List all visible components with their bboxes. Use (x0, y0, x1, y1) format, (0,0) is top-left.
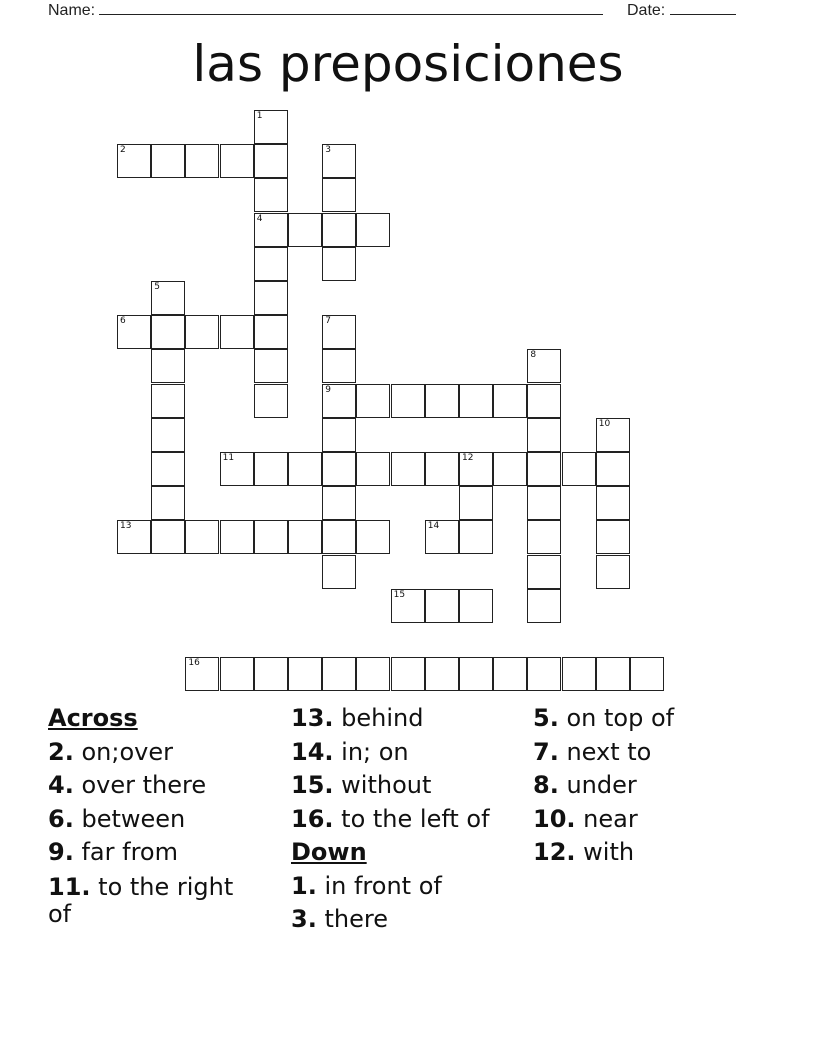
clue-number: 4 (256, 213, 263, 224)
crossword-cell[interactable] (220, 452, 254, 486)
crossword-cell[interactable] (322, 520, 356, 554)
crossword-cell[interactable] (185, 520, 219, 554)
crossword-cell[interactable] (596, 418, 630, 452)
crossword-cell[interactable] (254, 178, 288, 212)
crossword-cell[interactable] (459, 657, 493, 691)
crossword-cell[interactable] (322, 178, 356, 212)
clue-number: 1 (256, 111, 263, 121)
clue-number: 14 (427, 521, 440, 532)
crossword-cell[interactable] (356, 384, 390, 418)
crossword-cell[interactable] (596, 657, 630, 691)
crossword-cell[interactable] (459, 520, 493, 554)
crossword-cell[interactable] (151, 144, 185, 178)
crossword-cell[interactable] (220, 520, 254, 554)
crossword-cell[interactable] (220, 144, 254, 178)
crossword-cell[interactable] (254, 281, 288, 315)
crossword-cell[interactable] (596, 520, 630, 554)
crossword-cell[interactable] (391, 657, 425, 691)
clue-column-3 (533, 702, 674, 870)
crossword-cell[interactable] (493, 452, 527, 486)
crossword-cell[interactable] (185, 657, 219, 691)
clue-number: 2 (120, 145, 126, 156)
clue-down-10: 10. near (533, 804, 638, 833)
crossword-cell[interactable] (459, 486, 493, 520)
clue-number: 16 (188, 658, 200, 669)
across-heading: Across (48, 704, 138, 732)
crossword-cell[interactable] (527, 555, 561, 589)
crossword-cell[interactable] (254, 384, 288, 418)
crossword-cell[interactable] (322, 418, 356, 452)
clue-across-16: 16. to the left of (291, 804, 490, 833)
clue-number: 10 (598, 418, 611, 429)
date-line[interactable] (670, 0, 736, 15)
clue-down-12: 12. with (533, 838, 635, 866)
clue-across-15: 15. without (291, 771, 432, 799)
date-label: Date: (627, 2, 666, 19)
crossword-cell[interactable] (391, 384, 425, 418)
crossword-cell[interactable] (527, 657, 561, 691)
name-field[interactable] (48, 0, 603, 20)
clue-number: 13 (120, 521, 132, 532)
clue-down-5: 5. on top of (533, 704, 675, 732)
crossword-cell[interactable] (288, 452, 322, 486)
clue-number: 5 (154, 282, 160, 292)
clue-number: 9 (325, 384, 331, 395)
date-field[interactable] (627, 0, 736, 20)
clue-column-1 (48, 702, 263, 928)
clue-across-11: 11. to the right of (48, 872, 234, 928)
crossword-cell[interactable] (151, 520, 185, 554)
crossword-cell[interactable] (562, 452, 596, 486)
crossword-cell[interactable] (356, 657, 390, 691)
crossword-cell[interactable] (322, 315, 356, 349)
clue-down-7: 7. next to (533, 737, 652, 766)
crossword-cell[interactable] (527, 452, 561, 486)
crossword-cell[interactable] (254, 349, 288, 383)
clue-down-1: 1. in front of (291, 871, 442, 900)
crossword-cell[interactable] (322, 213, 356, 247)
clue-across-6: 6. between (48, 804, 186, 833)
crossword-cell[interactable] (527, 418, 561, 452)
clue-number: 12 (462, 453, 474, 463)
crossword-cell[interactable] (151, 384, 185, 418)
crossword-cell[interactable] (322, 486, 356, 520)
crossword-cell[interactable] (425, 520, 459, 554)
clue-across-13: 13. behind (291, 704, 424, 732)
crossword-cell[interactable] (151, 315, 185, 349)
clue-column-2 (291, 702, 490, 937)
clue-number: 3 (325, 145, 331, 156)
crossword-cell[interactable] (527, 520, 561, 554)
crossword-cell[interactable] (562, 657, 596, 691)
down-heading: Down (291, 838, 367, 866)
crossword-cell[interactable] (322, 144, 356, 178)
clue-number: 6 (120, 316, 126, 327)
crossword-cell[interactable] (322, 555, 356, 589)
crossword-cell[interactable] (254, 247, 288, 281)
crossword-cell[interactable] (322, 384, 356, 418)
clue-across-2: 2. on;over (48, 737, 173, 766)
crossword-cell[interactable] (254, 110, 288, 144)
crossword-cell[interactable] (459, 589, 493, 623)
crossword-cell[interactable] (630, 657, 664, 691)
crossword-cell[interactable] (425, 452, 459, 486)
clue-across-14: 14. in; on (291, 737, 409, 766)
crossword-cell[interactable] (493, 657, 527, 691)
crossword-cell[interactable] (151, 452, 185, 486)
crossword-cell[interactable] (391, 589, 425, 623)
crossword-cell[interactable] (117, 144, 151, 178)
crossword-cell[interactable] (356, 452, 390, 486)
crossword-cell[interactable] (322, 657, 356, 691)
clue-number: 7 (325, 316, 331, 327)
clue-down-3: 3. there (291, 905, 388, 933)
crossword-cell[interactable] (288, 657, 322, 691)
clue-down-8: 8. under (533, 771, 637, 799)
crossword-cell[interactable] (254, 520, 288, 554)
crossword-cell[interactable] (425, 384, 459, 418)
clue-number: 15 (393, 589, 406, 600)
crossword-cell[interactable] (391, 452, 425, 486)
crossword-cell[interactable] (425, 657, 459, 691)
crossword-cell[interactable] (151, 418, 185, 452)
crossword-cell[interactable] (596, 555, 630, 589)
crossword-cell[interactable] (254, 452, 288, 486)
name-label: Name: (48, 2, 96, 19)
crossword-cell[interactable] (527, 486, 561, 520)
name-line[interactable] (99, 0, 603, 15)
clue-number: 8 (530, 350, 537, 361)
crossword-cell[interactable] (254, 657, 288, 691)
crossword-cell[interactable] (220, 657, 254, 691)
crossword-cell[interactable] (322, 247, 356, 281)
crossword-cell[interactable] (493, 384, 527, 418)
page-title: las preposiciones (192, 35, 624, 93)
crossword-cell[interactable] (425, 589, 459, 623)
crossword-cell[interactable] (356, 213, 390, 247)
clue-number: 11 (222, 453, 235, 463)
crossword-cell[interactable] (254, 315, 288, 349)
crossword-cell[interactable] (527, 589, 561, 623)
crossword-cell[interactable] (254, 213, 288, 247)
crossword-cell[interactable] (459, 452, 493, 486)
crossword-cell[interactable] (151, 349, 185, 383)
crossword-cell[interactable] (220, 315, 254, 349)
crossword-cell[interactable] (527, 384, 561, 418)
crossword-cell[interactable] (117, 315, 151, 349)
crossword-cell[interactable] (322, 452, 356, 486)
crossword-cell[interactable] (459, 384, 493, 418)
crossword-cell[interactable] (151, 486, 185, 520)
crossword-cell[interactable] (322, 349, 356, 383)
crossword-cell[interactable] (356, 520, 390, 554)
crossword-cell[interactable] (288, 213, 322, 247)
crossword-cell[interactable] (185, 315, 219, 349)
crossword-cell[interactable] (254, 144, 288, 178)
clue-across-4: 4. over there (48, 771, 207, 799)
crossword-cell[interactable] (151, 281, 185, 315)
crossword-cell[interactable] (596, 452, 630, 486)
crossword-cell[interactable] (117, 520, 151, 554)
crossword-cell[interactable] (288, 520, 322, 554)
crossword-cell[interactable] (596, 486, 630, 520)
crossword-cell[interactable] (527, 349, 561, 383)
crossword-cell[interactable] (185, 144, 219, 178)
clue-across-9: 9. far from (48, 838, 178, 866)
